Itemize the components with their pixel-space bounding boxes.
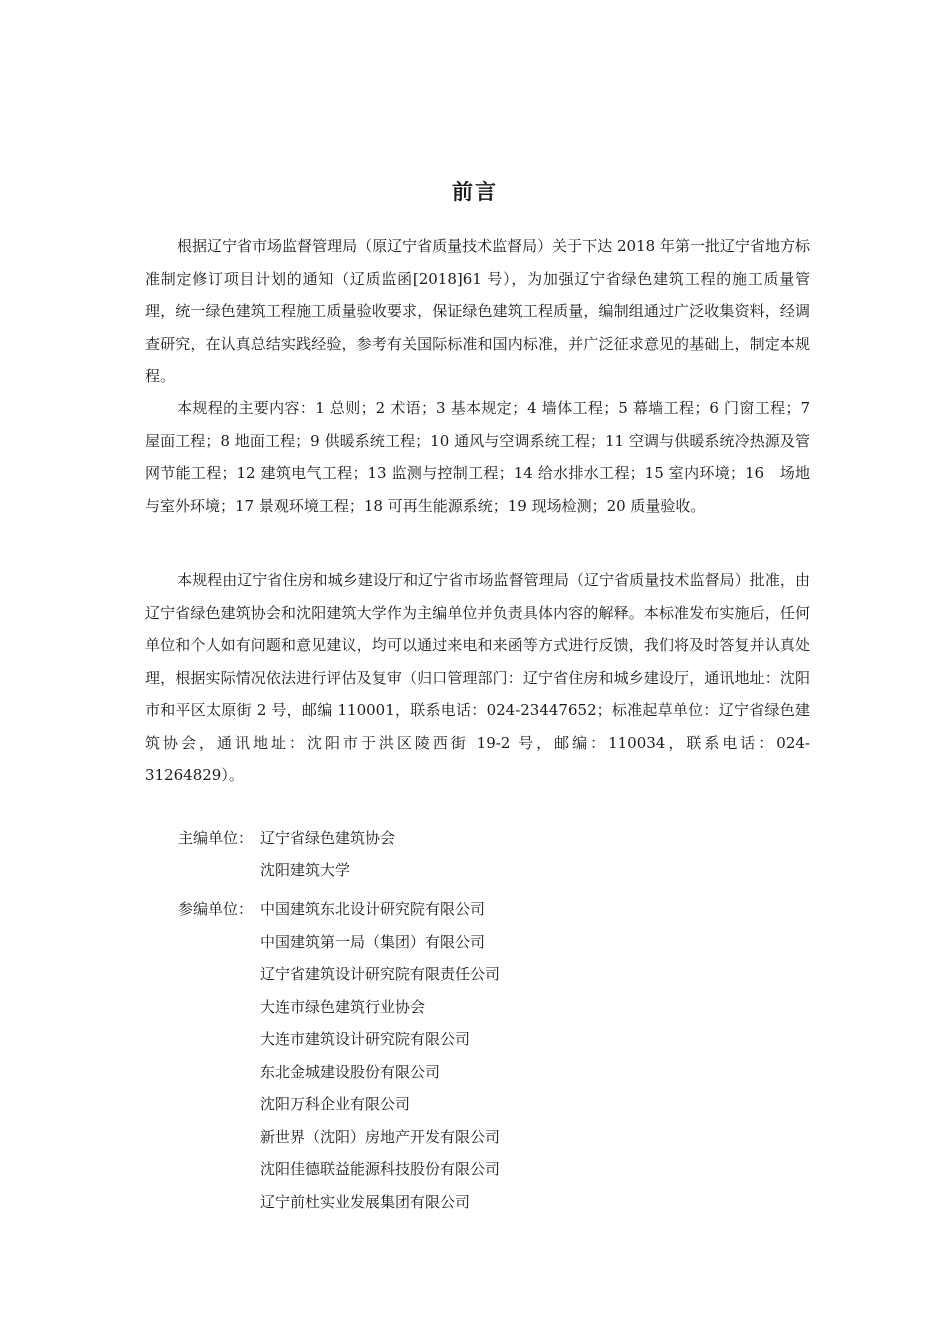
participant-item: 中国建筑东北设计研究院有限公司 <box>260 900 486 918</box>
participant-item: 辽宁省建筑设计研究院有限责任公司 <box>260 965 501 983</box>
participant-item: 沈阳佳德联益能源科技股份有限公司 <box>260 1160 501 1178</box>
page-title: 前言 <box>452 180 498 204</box>
contents-paragraph: 本规程的主要内容：1 总则；2 术语；3 基本规定；4 墙体工程；5 幕墙工程；6 门窗工程；7 屋面工程；8 地面工程；9 供暖系统工程；10 通风与空调系统工程；11 空调与供暖系统冷热源及管网节能工程；12 建筑电气工程；13 监测与控制工程；14 给水排水工程；15 室内环境；16 场地与室外环境；17 景观环境工程；18 可再生能源系统；19 现场检测；20 质量验收。 <box>145 399 810 515</box>
participant-item: 东北金城建设股份有限公司 <box>260 1063 441 1081</box>
participant-item: 辽宁前杜实业发展集团有限公司 <box>260 1193 471 1211</box>
participants-label: 参编单位： <box>178 900 254 918</box>
intro-paragraph: 根据辽宁省市场监督管理局（原辽宁省质量技术监督局）关于下达 2018 年第一批辽宁省地方标准制定修订项目计划的通知（辽质监函[2018]61 号），为加强辽宁省绿色建筑工程的施工质量管理，统一绿色建筑工程施工质量验收要求，保证绿色建筑工程质量，编制组通过广泛收集资料，经调查研究，在认真总结实践经验，参考有关国际标准和国内标准，并广泛征求意见的基础上，制定本规程。 <box>145 237 810 385</box>
approval-paragraph: 本规程由辽宁省住房和城乡建设厅和辽宁省市场监督管理局（辽宁省质量技术监督局）批准，由辽宁省绿色建筑协会和沈阳建筑大学作为主编单位并负责具体内容的解释。本标准发布实施后，任何单位和个人如有问题和意见建议，均可以通过来电和来函等方式进行反馈，我们将及时答复并认真处理，根据实际情况依法进行评估及复审（归口管理部门：辽宁省住房和城乡建设厅，通讯地址：沈阳市和平区太原街 2 号，邮编 110001，联系电话：024-23447652；标准起草单位：辽宁省绿色建筑协会，通讯地址：沈阳市于洪区陵西街 19-2 号，邮编：110034，联系电话：024-31264829）。 <box>145 571 810 784</box>
chief-editor-item: 辽宁省绿色建筑协会 <box>260 829 396 847</box>
chief-editors-label: 主编单位： <box>178 829 254 847</box>
participant-item: 新世界（沈阳）房地产开发有限公司 <box>260 1128 501 1146</box>
participant-item: 中国建筑第一局（集团）有限公司 <box>260 933 486 951</box>
participant-item: 沈阳万科企业有限公司 <box>260 1095 411 1113</box>
participant-item: 大连市建筑设计研究院有限公司 <box>260 1030 471 1048</box>
chief-editor-item: 沈阳建筑大学 <box>260 861 351 879</box>
participant-item: 大连市绿色建筑行业协会 <box>260 998 426 1016</box>
